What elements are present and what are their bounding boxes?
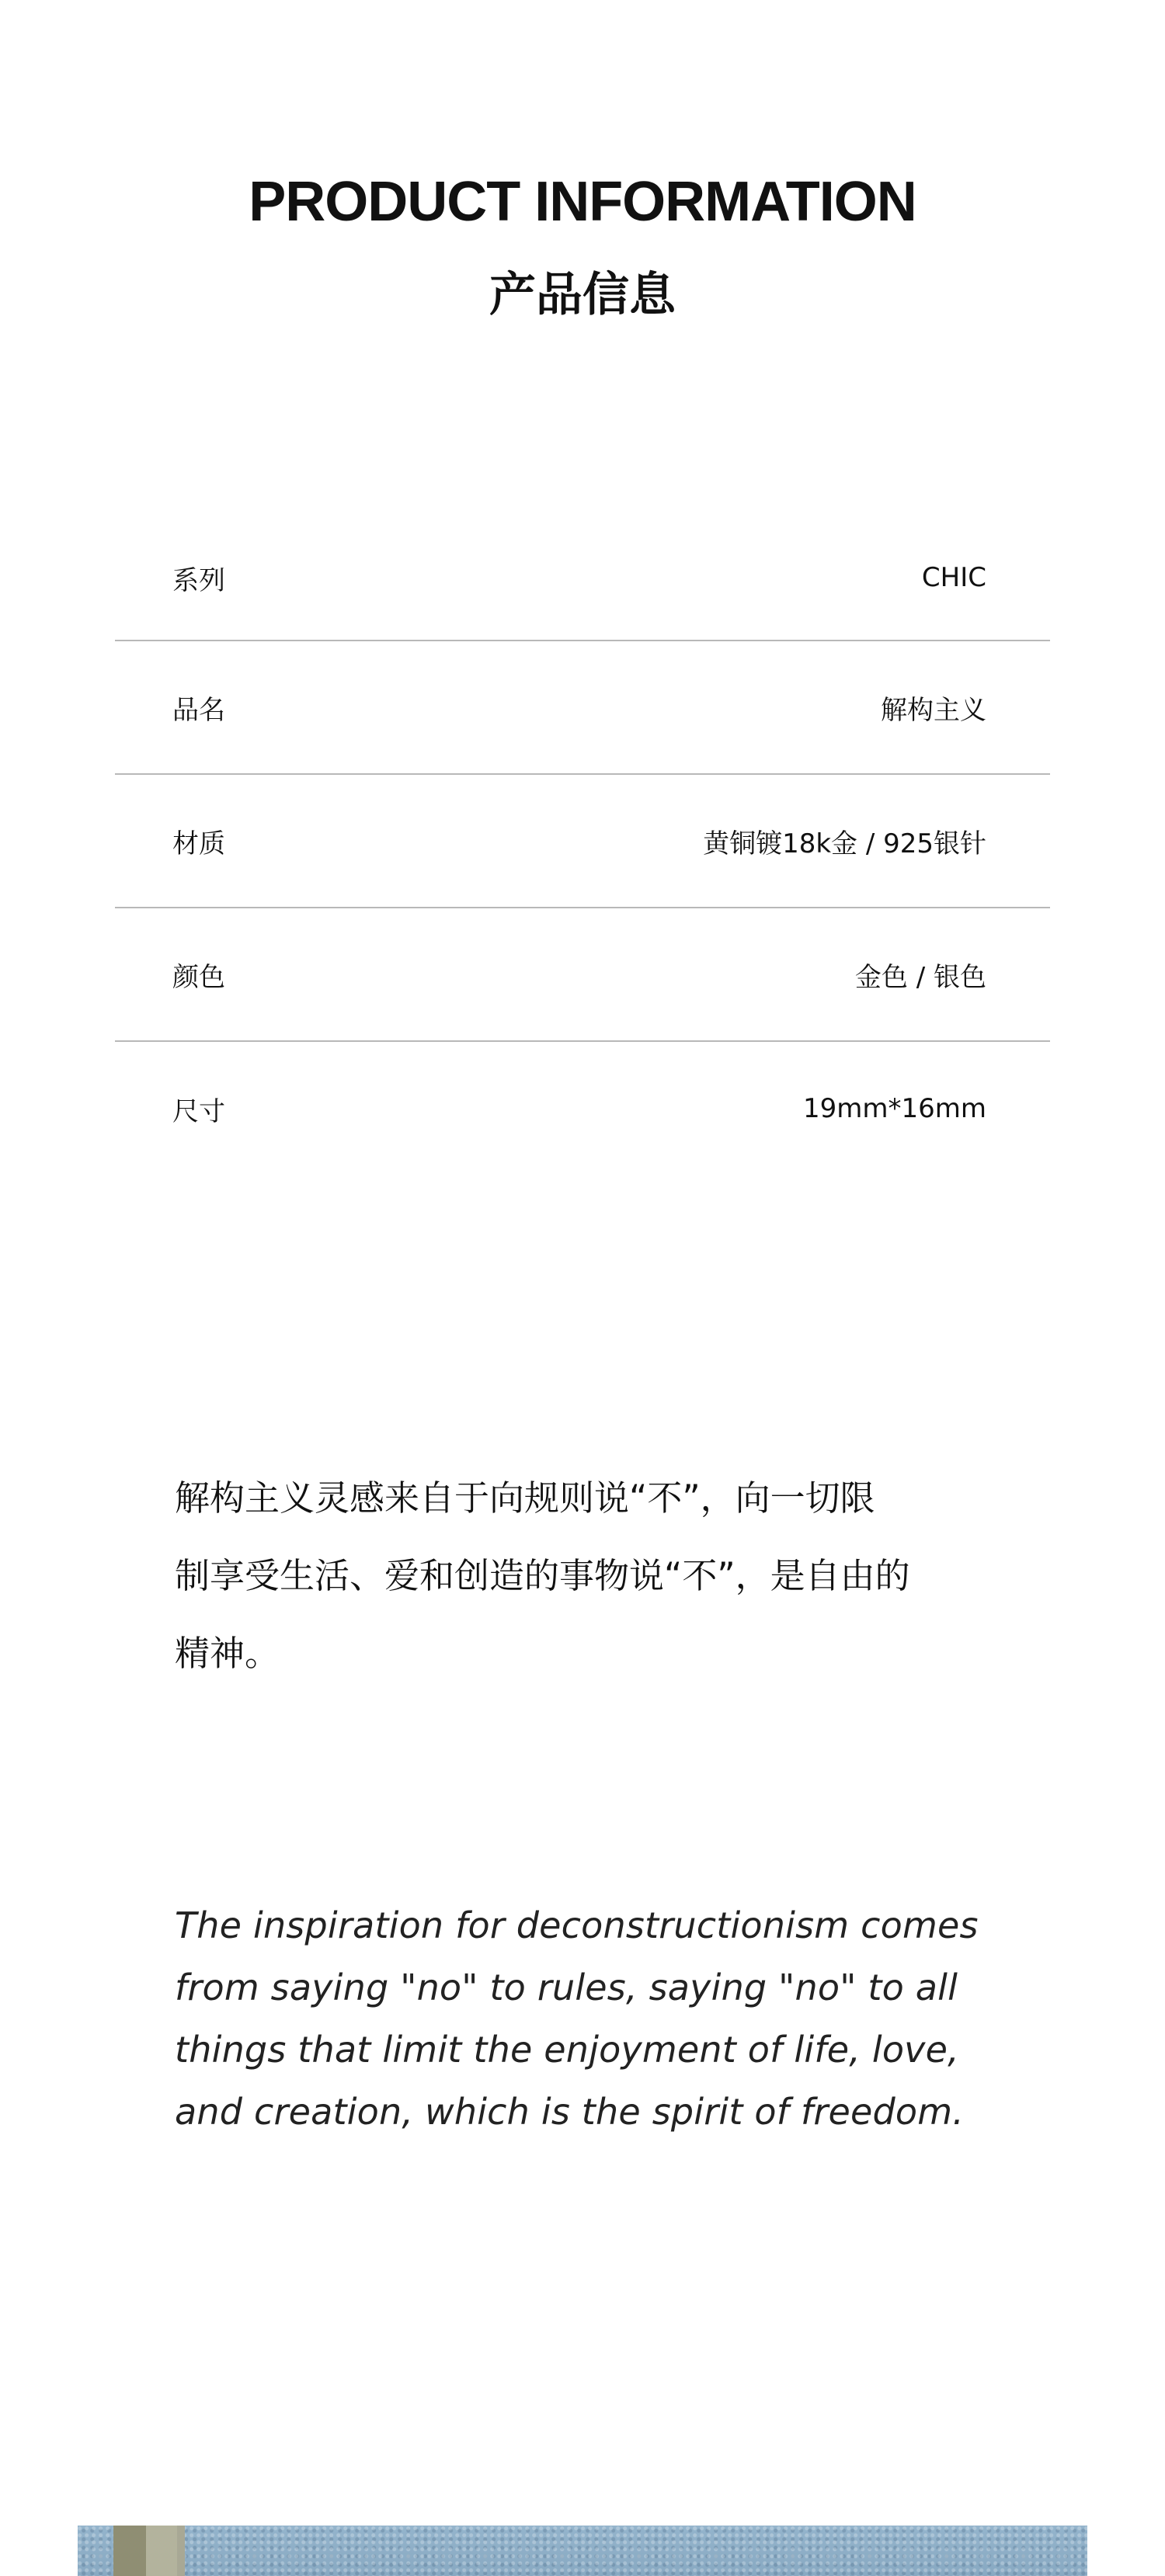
description-cn-line: 制享受生活、爱和创造的事物说“不”，是自由的 [175, 1555, 910, 1596]
description-en-line: and creation, which is the spirit of freedom. [175, 2091, 965, 2133]
product-photo-top-edge [78, 2526, 1087, 2576]
spec-label: 颜色 [172, 961, 225, 993]
description-en-line: The inspiration for deconstructionism comes [175, 1904, 979, 1946]
spec-label: 品名 [172, 694, 225, 726]
spec-value: 解构主义 [881, 694, 986, 726]
spec-value: 金色 / 银色 [854, 961, 986, 993]
product-spec-table [115, 516, 1050, 1175]
description-cn-line: 解构主义灵感来自于向规则说“不”，向一切限 [175, 1477, 875, 1519]
description-en-line: from saying "no" to rules, saying "no" to all [175, 1967, 958, 2008]
spec-label: 材质 [172, 828, 225, 859]
photo-post-dark [113, 2526, 146, 2576]
spec-row-series [115, 516, 1050, 641]
spec-value: 黄铜镀18k金 / 925银针 [703, 828, 986, 859]
spec-value: 19mm*16mm [802, 1093, 986, 1124]
spec-row-color [115, 908, 1050, 1042]
page-title-chinese: 产品信息 [489, 268, 676, 322]
spec-row-size [115, 1042, 1050, 1175]
photo-post-light [146, 2526, 177, 2576]
spec-value: CHIC [921, 562, 986, 593]
spec-label: 尺寸 [172, 1095, 225, 1127]
photo-post-edge [177, 2526, 185, 2576]
page-title-english: PRODUCT INFORMATION [249, 171, 916, 233]
spec-row-material [115, 775, 1050, 908]
spec-label: 系列 [172, 564, 225, 596]
spec-row-product-name [115, 641, 1050, 775]
description-en-line: things that limit the enjoyment of life, love, [175, 2029, 959, 2071]
description-chinese [175, 1460, 998, 1692]
description-english [175, 1894, 1006, 2143]
description-cn-line: 精神。 [175, 1633, 280, 1674]
